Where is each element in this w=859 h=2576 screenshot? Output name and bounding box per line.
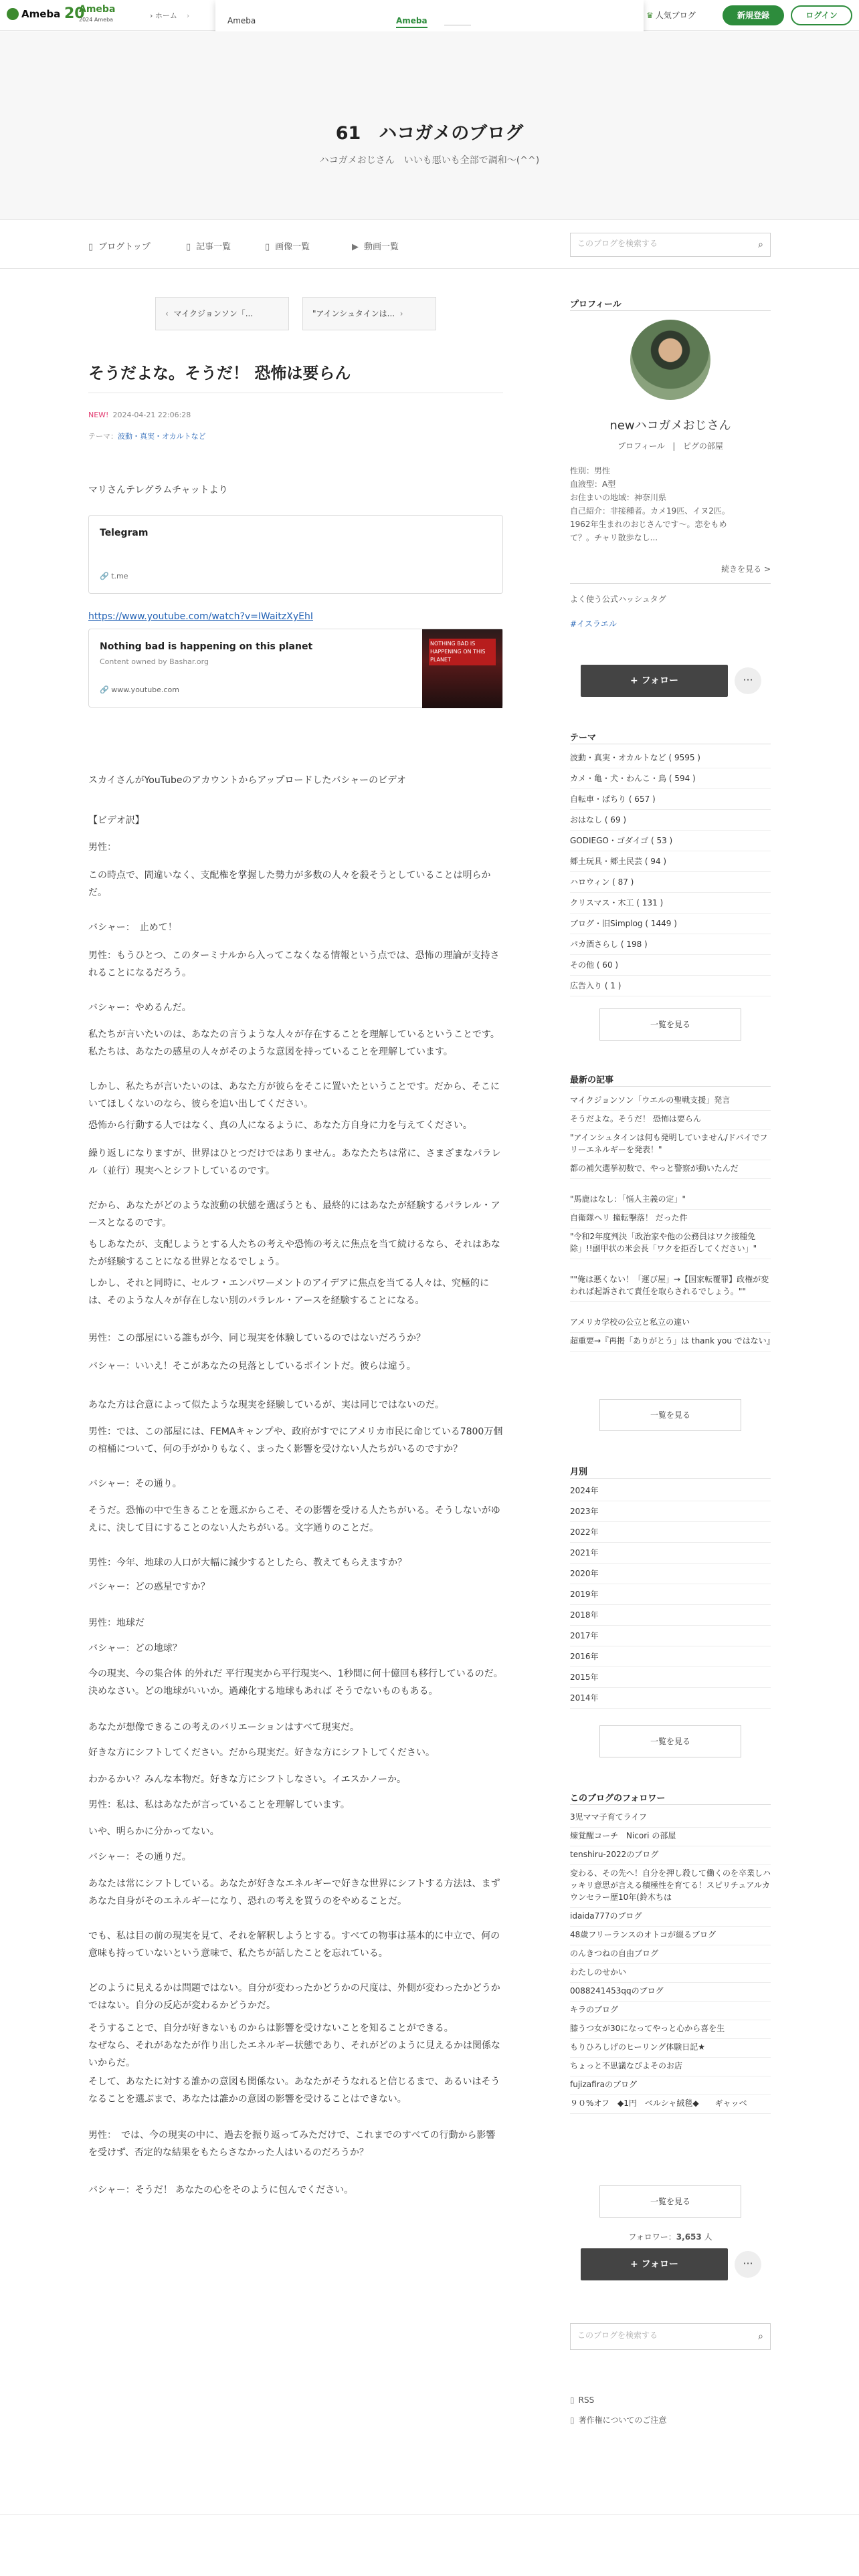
popular-blog-link[interactable]: ♛ 人気ブログ — [646, 11, 696, 20]
post-paragraph: バシャー：どの惑星ですか？ — [88, 1582, 210, 1592]
more-options-icon[interactable]: ··· — [735, 667, 761, 694]
year-archive-item[interactable]: 2023年 — [570, 1505, 771, 1522]
post-paragraph: 【ビデオ訳】 — [88, 815, 145, 826]
follower-item[interactable]: もりひろしげのヒーリング体験日記★ — [570, 2041, 771, 2058]
post-theme-link[interactable]: 波動・真実・オカルトなど — [118, 432, 206, 441]
post-paragraph: 私たちが言いたいのは、あなたの言うような人々が存在することを理解しているということです。私たちは、あなたの感星の人々がそのような意図を持っていることを理解しています。 — [88, 1029, 500, 1057]
login-button[interactable]: ログイン — [791, 5, 852, 25]
youtube-url-link[interactable]: https://www.youtube.com/watch?v=IWaitzXyEhI — [88, 611, 313, 622]
year-archive-item[interactable]: 2021年 — [570, 1547, 771, 1564]
recent-article-item[interactable]: "アインシュタインは何も発明していません/ドバイでフリーエネルギーを発表！" — [570, 1132, 771, 1160]
post-paragraph: 好きな方にシフトしてください。だから現実だ。好きな方にシフトしてください。 — [88, 1747, 435, 1758]
year-archive-item[interactable]: 2020年 — [570, 1568, 771, 1584]
post-paragraph: 男性： — [88, 842, 116, 853]
post-paragraph: しかし、それと同時に、セルフ・エンパワーメントのアイデアに焦点を当てる人々は、究極的には、そのような人々が存在しない別のパラレル・アースを経験することになる。 — [88, 1278, 490, 1306]
search-icon[interactable]: ⌕ — [758, 2331, 763, 2342]
follower-item[interactable]: 48歳フリーランスのオトコが綴るブログ — [570, 1929, 771, 1945]
follower-item[interactable]: 0088241453qqのブログ — [570, 1985, 771, 2002]
blog-title[interactable]: 61 ハコガメのブログ — [335, 123, 524, 144]
followers-heading: このブログのフォロワー — [570, 1794, 666, 1804]
follower-item[interactable]: 膝うつ女が30になってやっと心から喜を生 — [570, 2022, 771, 2039]
follower-item[interactable]: tenshiru-2022のブログ — [570, 1848, 771, 1865]
prev-article-button[interactable]: ‹ マイクジョンソン「... — [155, 297, 289, 330]
recent-article-item[interactable]: "令和2年度判決「政治家や他の公務員はワク接種免除」!!副甲状の米会長「ワクを拒否してください」" — [570, 1230, 771, 1259]
year-archive-item[interactable]: 2022年 — [570, 1526, 771, 1543]
follow-button-bottom[interactable]: + フォロー — [581, 2248, 728, 2280]
post-paragraph: わかるかい？みんな本物だ。好きな方にシフトしなさい。イエスかノーか。 — [88, 1774, 407, 1785]
post-paragraph: 男性：もうひとつ、このターミナルから入ってこなくなる情報という点では、恐怖の理論が支持されることになるだろう。 — [88, 950, 500, 978]
post-paragraph: だから、あなたがどのような波動の状態を選ぼうとも、最終的にはあなたが経験するパラレル・アースとなるのです。 — [88, 1200, 500, 1228]
theme-item[interactable]: カメ・亀・犬・わんこ・鳥 ( 594 ) — [570, 772, 771, 789]
post-paragraph: バシャー：いいえ！そこがあなたの見落としているポイントだ。彼らは違う。 — [88, 1361, 416, 1372]
hashtag-heading: よく使う公式ハッシュタグ — [570, 595, 666, 604]
popup-title: Ameba — [227, 16, 256, 25]
footer-divider — [0, 2514, 859, 2515]
nav-blog-top[interactable]: ▯ ブログトップ — [88, 242, 151, 252]
youtube-link-card[interactable] — [88, 629, 503, 708]
follower-item[interactable]: 3児ママ子育てライフ — [570, 1811, 771, 1828]
theme-item[interactable]: 郷土玩具・郷土民芸 ( 94 ) — [570, 855, 771, 872]
blog-description: ハコガメおじさん いいも悪いも全部で調和〜(^^) — [319, 155, 540, 166]
popup-tab-placeholder[interactable] — [444, 16, 471, 25]
year-archive-item[interactable]: 2018年 — [570, 1609, 771, 1626]
recent-article-item[interactable]: ""俺は悪くない！「運び屋」→【国家転覆罪】政権が変われば起訴されて責任を取らされるでしょう。"" — [570, 1273, 771, 1302]
theme-see-all-button[interactable]: 一覧を見る — [599, 1008, 741, 1041]
recent-article-item[interactable]: そうだよな。そうだ！ 恐怖は要らん — [570, 1113, 771, 1130]
post-paragraph: どのように見えるかは問題ではない。自分が変わったかどうかの尺度は、外側が変わったかどうかではない。自分の反応が変わるかどうかだ。 — [88, 1983, 500, 2011]
follower-item[interactable]: 変わる、その先へ！自分を押し殺して働くのを卒業しハッキリ意思が言える積極性を育てる！スピリチュアルカウンセラー歴10年(鈴木ちは — [570, 1867, 771, 1908]
video-icon: ▶ — [352, 242, 359, 252]
document-icon: ▯ — [88, 242, 94, 252]
theme-item[interactable]: ハロウィン ( 87 ) — [570, 876, 771, 893]
nav-article-list[interactable]: ▯ 記事一覧 — [186, 242, 231, 252]
sidebar-search — [570, 2323, 771, 2350]
divider — [570, 1086, 771, 1087]
post-paragraph: いや、明らかに分かってない。 — [88, 1826, 219, 1837]
follower-item[interactable]: fujizafiraのブログ — [570, 2078, 771, 2095]
ameba-logo[interactable]: Ameba — [7, 8, 60, 20]
anniversary-mark: 20 — [64, 5, 85, 22]
post-paragraph: でも、私は目の前の現実を見て、それを解釈しようとする。すべての物事は基本的に中立で、何の意味も持っていないという意味で、私たちが話したことを忘れている。 — [88, 1931, 500, 1959]
post-paragraph: バシャー：どの地球？ — [88, 1643, 182, 1654]
popup-link[interactable]: Ameba — [396, 16, 427, 28]
card-domain: 🔗 t.me — [100, 572, 128, 580]
theme-heading: テーマ — [570, 733, 597, 743]
recent-article-item[interactable]: "馬鹿はなし：「悩人主義の定」" — [570, 1193, 771, 1210]
monthly-heading: 月別 — [570, 1467, 588, 1477]
blog-search-input[interactable] — [577, 239, 745, 248]
read-more-link[interactable]: 続きを見る > — [721, 564, 771, 574]
document-icon: ▯ — [570, 2416, 575, 2425]
year-archive-item[interactable]: 2016年 — [570, 1650, 771, 1667]
post-intro: マリさんテレグラムチャットより — [88, 485, 228, 496]
post-date: 2024-04-21 22:06:28 — [112, 411, 191, 419]
card-domain: 🔗 www.youtube.com — [100, 685, 179, 694]
followers-see-all-button[interactable]: 一覧を見る — [599, 2185, 741, 2218]
post-paragraph: 恐怖から行動する人ではなく、真の人になるように、あなた方自身に力を与えてください。 — [88, 1120, 472, 1131]
card-subtitle: Content owned by Bashar.org — [100, 657, 209, 666]
new-badge: NEW! — [88, 411, 109, 419]
nav-video-list[interactable]: ▶ 動画一覧 — [352, 242, 399, 252]
follower-item[interactable]: 煉覚醒コーチ Nicori の部屋 — [570, 1830, 771, 1846]
theme-item[interactable]: パカ酒さらし ( 198 ) — [570, 938, 771, 955]
recent-heading: 最新の記事 — [570, 1075, 614, 1085]
follower-item[interactable]: idaida777のブログ — [570, 1910, 771, 1927]
profile-links — [570, 440, 771, 451]
post-paragraph: 男性：では、この部屋には、FEMAキャンプや、政府がすでにアメリカ市民に命じている7800万個の棺桶について、何の手がかりもなく、まったく影響を受けない人たちがいるのですか？ — [88, 1426, 503, 1455]
post-paragraph: 男性：私は、私はあなたが言っていることを理解しています。 — [88, 1800, 350, 1810]
theme-item[interactable]: おはなし ( 69 ) — [570, 814, 771, 831]
blog-header — [0, 31, 859, 220]
post-paragraph: しかし、私たちが言いたいのは、あなた方が彼らをそこに置いたということです。だから、そこにいてほしくないのなら、彼らを追い出してください。 — [88, 1081, 500, 1109]
divider — [570, 310, 771, 311]
nav-image-list[interactable]: ▯ 画像一覧 — [265, 242, 310, 252]
post-paragraph: そうだ。恐怖の中で生きることを選ぶからこそ、その影響を受ける人たちがいる。そうしないがゆえに、決して目にすることのない人たちがいる。文字通りのことだ。 — [88, 1505, 500, 1533]
chevron-left-icon: ‹ — [165, 309, 174, 318]
separator: | — [667, 441, 681, 451]
follower-item[interactable]: のんきつねの自由ブログ — [570, 1947, 771, 1964]
post-title[interactable]: そうだよな。そうだ！ 恐怖は要らん — [88, 364, 351, 383]
search-icon[interactable]: ⌕ — [758, 239, 763, 250]
profile-heading: プロフィール — [570, 300, 622, 310]
image-icon: ▯ — [265, 242, 270, 252]
post-paragraph: 男性：今年、地球の人口が大幅に減少するとしたら、教えてもらえますか？ — [88, 1558, 407, 1568]
link-icon: 🔗 — [100, 685, 112, 694]
home-link[interactable]: › ホーム › — [150, 11, 190, 20]
next-article-button[interactable]: "アインシュタインは... › — [302, 297, 436, 330]
rss-icon: ▯ — [570, 2395, 575, 2405]
recent-see-all-button[interactable]: 一覧を見る — [599, 1399, 741, 1431]
post-paragraph: 今の現実、今の集合体 的外れだ 平行現実から平行現実へ、1秒間に何十億回も移行しているのだ。決めなさい。どの地球がいいか。過疎化する地球もあれば そうでないものもある。 — [88, 1669, 503, 1697]
year-archive-item[interactable]: 2015年 — [570, 1671, 771, 1688]
year-archive-item[interactable]: 2017年 — [570, 1630, 771, 1646]
blog-search — [570, 233, 771, 257]
follower-count: フォロワー：3,653 人 — [628, 2232, 712, 2242]
link-icon: 🔗 — [100, 572, 112, 580]
theme-item[interactable]: 波動・真実・オカルトなど ( 9595 ) — [570, 752, 771, 768]
recent-article-item[interactable]: 超重要→『再掲「ありがとう」は thank you ではない』 — [570, 1335, 771, 1352]
follower-item[interactable]: ちょっと不思議なびよそのお店 — [570, 2060, 771, 2076]
profile-details: 性別：男性 血液型：A型 お住まいの地域：神奈川県 自己紹介：非接種者。カメ19匹、イヌ2匹。 1962年生まれのおじさんです～。恋をもめて？。チャリ散歩なし... — [570, 466, 730, 542]
post-paragraph: スカイさんがYouTubeのアカウントからアップロードしたバシャーのビデオ — [88, 775, 406, 786]
post-paragraph: バシャー：その通り。 — [88, 1479, 182, 1489]
theme-item[interactable]: クリスマス・木工 ( 131 ) — [570, 897, 771, 914]
copyright-link[interactable]: ▯ 著作権についてのご注意 — [570, 2416, 667, 2425]
divider — [570, 583, 771, 584]
follower-item[interactable]: わたしのせかい — [570, 1966, 771, 1983]
post-paragraph: 男性：この部屋にいる誰もが今、同じ現実を体験しているのではないだろうか？ — [88, 1333, 425, 1344]
post-meta — [88, 411, 191, 419]
post-paragraph: バシャー：その通りだ。 — [88, 1852, 191, 1862]
thumbnail-caption: NOTHING BAD IS HAPPENING ON THIS PLANET — [429, 639, 496, 665]
rss-link[interactable]: ▯ RSS — [570, 2395, 595, 2405]
monthly-see-all-button[interactable]: 一覧を見る — [599, 1725, 741, 1757]
card-title: Nothing bad is happening on this planet — [100, 641, 313, 652]
post-paragraph: バシャー：やめるんだ。 — [88, 1002, 191, 1013]
follow-button[interactable]: + フォロー — [581, 665, 728, 697]
recent-article-item[interactable]: 都の補欠選挙初数で、やっと警察が動いたんだ — [570, 1162, 771, 1179]
divider — [570, 1804, 771, 1805]
sidebar-search-input[interactable] — [577, 2331, 745, 2340]
follower-item[interactable]: ９０%オフ ◆1円 ベルシャ絨毯◆ ギャッベ — [570, 2097, 771, 2114]
year-archive-item[interactable]: 2024年 — [570, 1485, 771, 1501]
post-paragraph: 男性：地球だ — [88, 1618, 145, 1628]
signup-button[interactable]: 新規登録 — [723, 5, 784, 25]
year-archive-item[interactable]: 2014年 — [570, 1692, 771, 1709]
theme-item[interactable]: GODIEGO・ゴダイゴ ( 53 ) — [570, 835, 771, 851]
post-paragraph: もしあなたが、支配しようとする人たちの考えや恐怖の考えに焦点を当て続けるなら、それはあなたが経験することになる世界となるでしょう。 — [88, 1239, 500, 1267]
video-thumbnail — [422, 629, 502, 708]
post-paragraph: 男性： では、今の現実の中に、過去を振り返ってみただけで、これまでのすべての行動から影響を受けず、否定的な結果をもたらさなかった人はいるのだろうか？ — [88, 2130, 496, 2158]
post-paragraph: この時点で、間違いなく、支配権を掌握した勢力が多数の人々を殺そうとしていることは明らかだ。 — [88, 870, 491, 898]
recent-article-item[interactable]: マイクジョンソン「ウエルの聖戦支援」発言 — [570, 1094, 771, 1111]
profile-name[interactable]: newハコガメおじさん — [609, 419, 731, 433]
post-paragraph: バシャー： 止めて！ — [88, 922, 177, 933]
theme-item[interactable]: 広告入り ( 1 ) — [570, 980, 771, 996]
post-paragraph: あなたが想像できるこの考えのバリエーションはすべて現実だ。 — [88, 1722, 359, 1733]
card-title: Telegram — [100, 528, 149, 538]
post-paragraph: バシャー：そうだ！ あなたの心をそのように包んでください。 — [88, 2185, 354, 2195]
follower-item[interactable]: キラのブログ — [570, 2004, 771, 2020]
recent-article-item[interactable]: 自衛隊ヘリ 撞転撃落！ だった件 — [570, 1212, 771, 1228]
post-paragraph: 繰り返しになりますが、世界はひとつだけではありません。あなたたちは常に、さまざまなパラレル（並行）現実へとシフトしているのです。 — [88, 1148, 501, 1176]
home-chevron-icon: › — [150, 11, 155, 20]
theme-item[interactable]: 自転車・ぱちり ( 657 ) — [570, 793, 771, 810]
crown-icon: ♛ — [646, 11, 654, 20]
theme-item[interactable]: ブログ・旧Simplog ( 1449 ) — [570, 918, 771, 934]
chevron-right-icon: › — [395, 309, 403, 318]
post-paragraph: あなたは常にシフトしている。あなたが好きなエネルギーで好きな世界にシフトする方法は、まずあなた自身がそのエネルギーになり、恐れの考えを買うのをやめることだ。 — [88, 1879, 500, 1907]
year-archive-item[interactable]: 2019年 — [570, 1588, 771, 1605]
breadcrumb-chevron-icon: › — [186, 11, 190, 20]
post-theme: テーマ：波動・真実・オカルトなど — [88, 432, 206, 441]
hashtag-link[interactable]: #イスラエル — [570, 619, 617, 629]
profile-avatar[interactable] — [630, 320, 710, 400]
post-paragraph: あなた方は合意によって似たような現実を経験しているが、実は同じではないのだ。 — [88, 1400, 444, 1410]
list-icon: ▯ — [186, 242, 191, 252]
anniversary-logo[interactable]: Ameba 2024 Ameba — [79, 4, 116, 23]
theme-item[interactable]: その他 ( 60 ) — [570, 959, 771, 976]
blog-nav — [0, 221, 859, 269]
post-paragraph: そうすることで、自分が好きないものからは影響を受けないことを知ることができる。 なぜなら、それがあなたが作り出したエネルギー状態であり、それがどのように見えるかは関係ないからだ。 — [88, 2023, 500, 2068]
ameba-logo-icon — [7, 8, 19, 20]
post-paragraph: そして、あなたに対する誰かの意図も関係ない。あなたがそうなれると信じるまで、あるいはそうなることを選ぶまで、あなたは誰かの意図の影響を受けることはできない。 — [88, 2076, 500, 2105]
profile-link[interactable]: プロフィール — [617, 441, 665, 451]
pigg-room-link[interactable]: ピグの部屋 — [682, 441, 723, 451]
more-options-icon-bottom[interactable]: ··· — [735, 2251, 761, 2278]
divider — [570, 1478, 771, 1479]
telegram-link-card[interactable] — [88, 515, 503, 594]
recent-article-item[interactable]: アメリカ学校の公立と私立の違い — [570, 1316, 771, 1333]
